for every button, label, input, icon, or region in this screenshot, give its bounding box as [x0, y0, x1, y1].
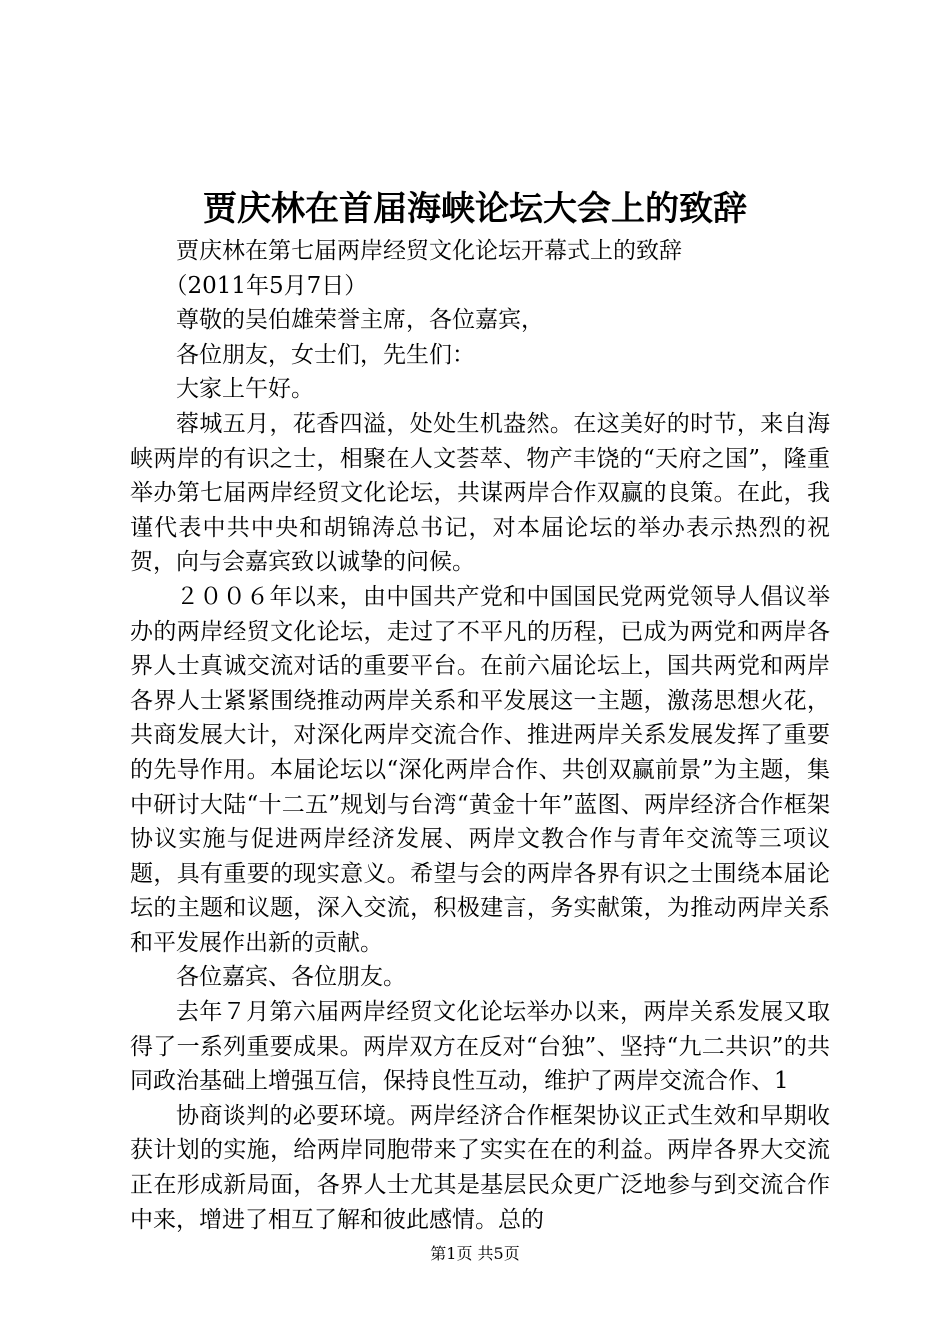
paragraph-body: 蓉城五月，花香四溢，处处生机盎然。在这美好的时节，来自海峡两岸的有识之士，相聚在人文荟萃、物产丰饶的“天府之国”，隆重举办第七届两岸经贸文化论坛，共谋两岸合作双赢的良策。在此，我谨代表中共中央和胡锦涛总书记，对本届论坛的举办表示热烈的祝贺，向与会嘉宾致以诚挚的问候。 [130, 410, 830, 576]
paragraph-body: ２００６年以来，由中国共产党和中国国民党两党领导人倡议举办的两岸经贸文化论坛，走过了不平凡的历程，已成为两党和两岸各界人士真诚交流对话的重要平台。在前六届论坛上，国共两党和两岸各界人士紧紧围绕推动两岸关系和平发展这一主题，激荡思想火花，共商发展大计，对深化两岸交流合作、推进两岸关系发展发挥了重要的先导作用。本届论坛以“深化两岸合作、共创双赢前景”为主题，集中研讨大陆“十二五”规划与台湾“黄金十年”蓝图、两岸经济合作框架协议实施与促进两岸经济发展、两岸文教合作与青年交流等三项议题，具有重要的现实意义。希望与会的两岸各界有识之士围绕本届论坛的主题和议题，深入交流，积极建言，务实献策，为推动两岸关系和平发展作出新的贡献。 [130, 583, 830, 956]
document-body [130, 234, 830, 1237]
paragraph-salutation-2: 各位朋友，女士们，先生们： [176, 341, 475, 368]
paragraph-salutation-1: 尊敬的吴伯雄荣誉主席，各位嘉宾， [176, 307, 544, 334]
page-footer: 第1页 共5页 [430, 1244, 520, 1263]
paragraph-greeting: 大家上午好。 [176, 376, 314, 403]
paragraph-subtitle: 贾庆林在第七届两岸经贸文化论坛开幕式上的致辞 [176, 238, 682, 264]
paragraph-address: 各位嘉宾、各位朋友。 [176, 964, 406, 991]
paragraph-body: 去年７月第六届两岸经贸文化论坛举办以来，两岸关系发展又取得了一系列重要成果。两岸双方在反对“台独”、坚持“九二共识”的共同政治基础上增强互信，保持良性互动，维护了两岸交流合作、1 [130, 999, 830, 1095]
paragraph-date: （2011年5月7日） [164, 272, 368, 299]
paragraph-body: 协商谈判的必要环境。两岸经济合作框架协议正式生效和早期收获计划的实施，给两岸同胞带来了实实在在的利益。两岸各界大交流正在形成新局面，各界人士尤其是基层民众更广泛地参与到交流合作中来，增进了相互了解和彼此感情。总的 [130, 1102, 830, 1233]
document-title: 贾庆林在首届海峡论坛大会上的致辞 [203, 189, 747, 229]
